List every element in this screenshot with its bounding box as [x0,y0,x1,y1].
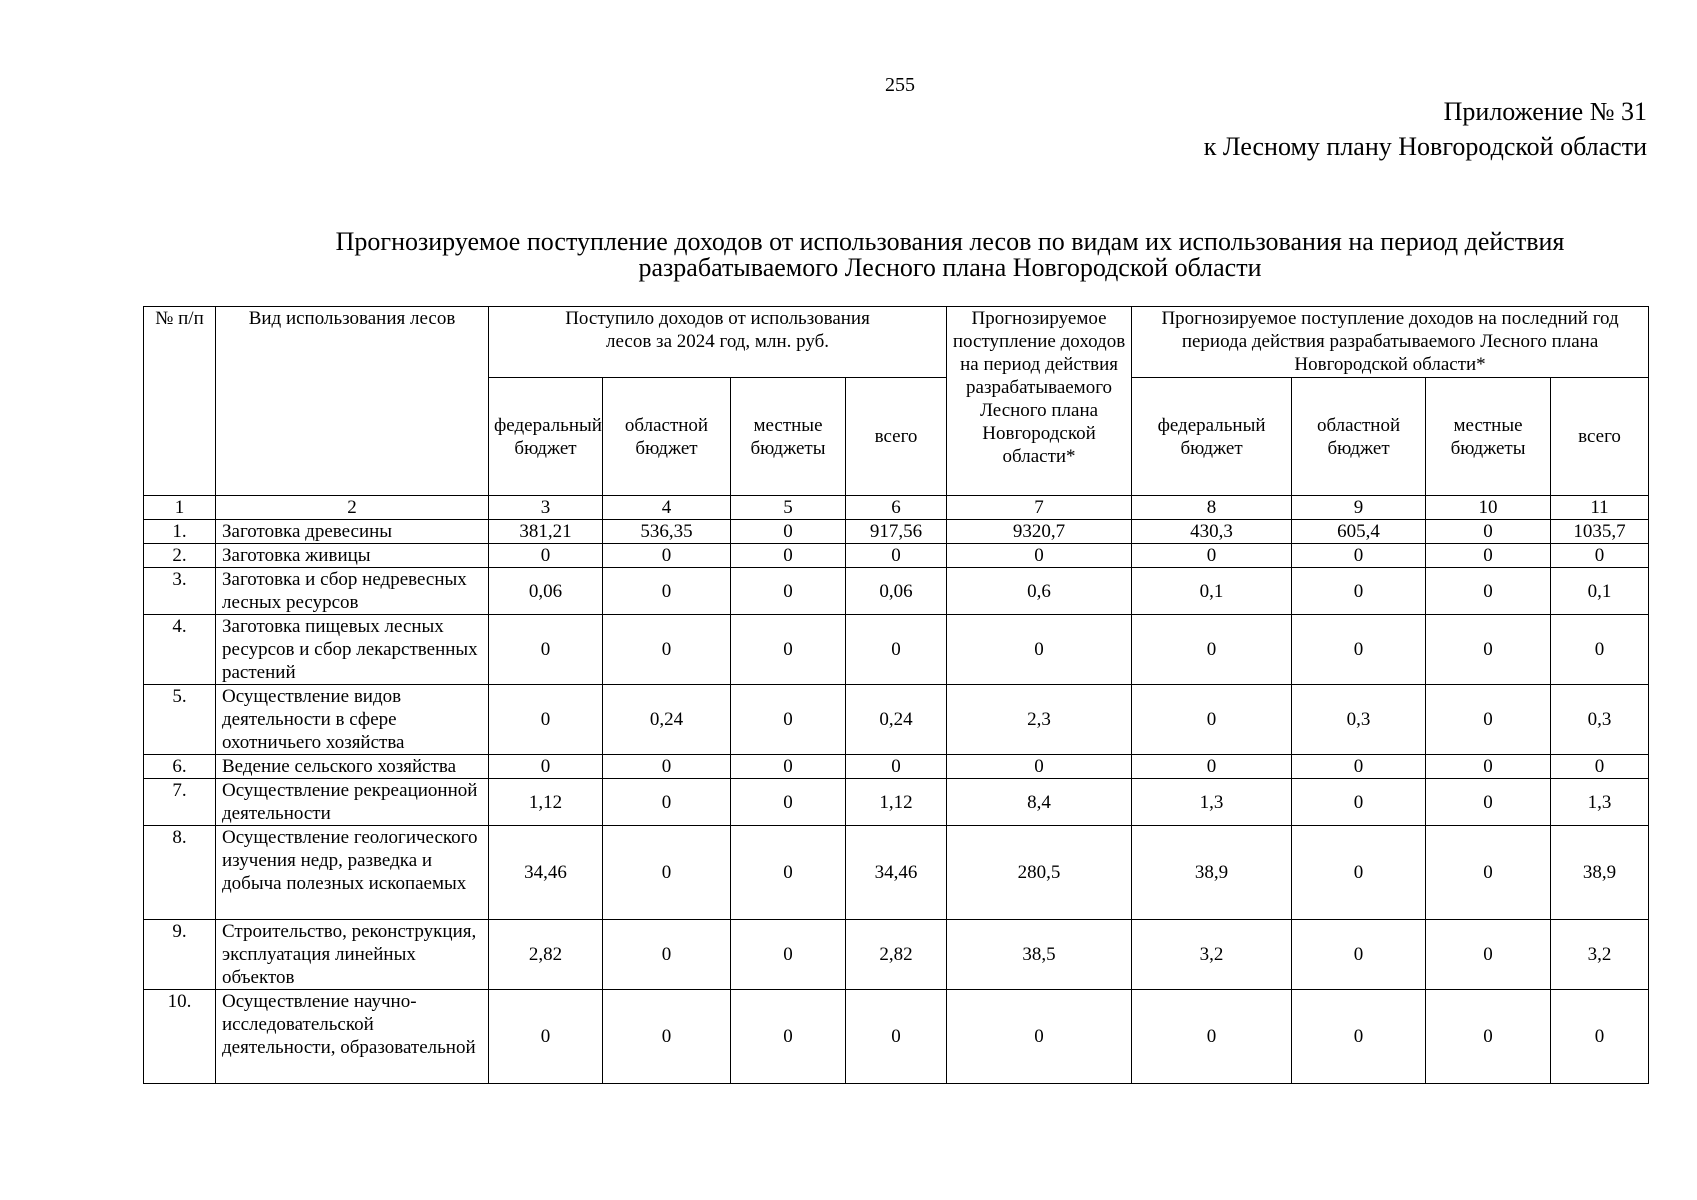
row-kind: Строительство, реконструкция, эксплуатация линейных объектов [216,920,489,990]
row-value: 0,1 [1551,568,1649,615]
header-forecast-period: Прогнозируемое поступление доходов на период действия разрабатываемого Лесного плана Новгородской области* [947,307,1132,496]
row-value: 0,24 [846,685,947,755]
row-value: 536,35 [603,520,731,544]
table-row [144,685,1649,755]
table-body [144,520,1649,1084]
row-value: 1035,7 [1551,520,1649,544]
row-value: 0 [1551,544,1649,568]
header-regional-last: областной бюджет [1292,378,1426,496]
row-value: 2,82 [489,920,603,990]
row-kind: Осуществление научно-исследовательской деятельности, образовательной [216,990,489,1084]
header-total-last: всего [1551,378,1649,496]
row-value: 0 [1292,990,1426,1084]
title-line-1: Прогнозируемое поступление доходов от использования лесов по видам их использования на период действия [335,227,1565,256]
row-value: 34,46 [846,826,947,920]
row-kind: Заготовка живицы [216,544,489,568]
row-value: 1,12 [846,779,947,826]
col-number: 3 [489,496,603,520]
table-row [144,568,1649,615]
document-title [190,229,1697,281]
row-value: 0 [731,615,846,685]
row-value: 0,24 [603,685,731,755]
row-value: 0 [1426,826,1551,920]
row-value: 0 [731,520,846,544]
row-value: 0 [489,990,603,1084]
row-value: 0 [731,544,846,568]
row-value: 0,06 [846,568,947,615]
row-value: 0 [846,990,947,1084]
row-number: 6. [144,755,216,779]
row-value: 0 [731,685,846,755]
col-number: 2 [216,496,489,520]
title-line-2: разрабатываемого Лесного плана Новгородской области [638,253,1262,282]
row-number: 3. [144,568,216,615]
row-value: 0 [1132,685,1292,755]
row-value: 0,06 [489,568,603,615]
row-value: 0 [731,568,846,615]
appendix-caption [1204,94,1647,164]
row-number: 5. [144,685,216,755]
row-value: 0 [489,544,603,568]
row-value: 381,21 [489,520,603,544]
row-value: 0 [947,544,1132,568]
row-value: 9320,7 [947,520,1132,544]
appendix-line-1: Приложение № 31 [1443,97,1647,126]
col-number: 9 [1292,496,1426,520]
row-value: 0 [846,544,947,568]
row-value: 0 [489,755,603,779]
row-value: 0 [489,685,603,755]
row-kind: Ведение сельского хозяйства [216,755,489,779]
row-value: 0 [1292,755,1426,779]
row-number: 2. [144,544,216,568]
row-value: 0 [846,615,947,685]
table-row [144,615,1649,685]
header-total-2024: всего [846,378,947,496]
row-value: 0,6 [947,568,1132,615]
table-row [144,755,1649,779]
row-value: 0 [603,990,731,1084]
col-number: 8 [1132,496,1292,520]
row-number: 4. [144,615,216,685]
table-row [144,920,1649,990]
row-value: 0,3 [1551,685,1649,755]
col-number: 10 [1426,496,1551,520]
row-value: 0 [1132,544,1292,568]
row-value: 0 [1551,990,1649,1084]
col-number: 4 [603,496,731,520]
col-number: 11 [1551,496,1649,520]
row-value: 3,2 [1551,920,1649,990]
table-row [144,779,1649,826]
row-value: 0 [603,544,731,568]
row-value: 8,4 [947,779,1132,826]
row-value: 0 [1426,568,1551,615]
row-value: 430,3 [1132,520,1292,544]
row-value: 3,2 [1132,920,1292,990]
row-number: 8. [144,826,216,920]
header-num: № п/п [144,307,216,496]
row-value: 0 [1426,920,1551,990]
header-local-last: местные бюджеты [1426,378,1551,496]
row-value: 34,46 [489,826,603,920]
row-value: 0 [603,755,731,779]
row-value: 0 [1426,520,1551,544]
row-value: 0 [1132,615,1292,685]
col-number: 5 [731,496,846,520]
col-number: 7 [947,496,1132,520]
table-row [144,520,1649,544]
row-value: 38,9 [1132,826,1292,920]
row-kind: Заготовка пищевых лесных ресурсов и сбор лекарственных растений [216,615,489,685]
row-value: 0 [1426,779,1551,826]
row-value: 2,3 [947,685,1132,755]
row-value: 0 [1426,755,1551,779]
row-value: 0,3 [1292,685,1426,755]
row-value: 0 [1426,615,1551,685]
row-kind: Осуществление видов деятельности в сфере охотничьего хозяйства [216,685,489,755]
header-federal-last: федеральный бюджет [1132,378,1292,496]
row-value: 0 [1426,544,1551,568]
row-value: 0 [1292,779,1426,826]
table-header [144,307,1649,520]
row-value: 0 [731,755,846,779]
row-number: 9. [144,920,216,990]
row-value: 0 [489,615,603,685]
row-value: 0 [846,755,947,779]
row-value: 917,56 [846,520,947,544]
row-kind: Осуществление геологического изучения недр, разведка и добыча полезных ископаемых [216,826,489,920]
row-value: 1,3 [1132,779,1292,826]
row-value: 0 [1292,920,1426,990]
table-row [144,826,1649,920]
appendix-line-2: к Лесному плану Новгородской области [1203,132,1647,161]
table-row [144,990,1649,1084]
row-number: 10. [144,990,216,1084]
page-number: 255 [885,74,915,96]
row-value: 0 [603,826,731,920]
row-kind: Осуществление рекреационной деятельности [216,779,489,826]
row-value: 0 [731,920,846,990]
row-value: 0 [1426,685,1551,755]
row-value: 0 [1132,990,1292,1084]
row-value: 1,3 [1551,779,1649,826]
row-value: 0 [1292,544,1426,568]
row-value: 0 [603,568,731,615]
row-value: 0 [1292,826,1426,920]
row-kind: Заготовка и сбор недревесных лесных ресурсов [216,568,489,615]
row-value: 0 [731,826,846,920]
row-value: 2,82 [846,920,947,990]
col-number: 1 [144,496,216,520]
header-regional-2024: областной бюджет [603,378,731,496]
header-received: Поступило доходов от использования лесов за 2024 год, млн. руб. [489,307,947,378]
revenue-table [143,306,1649,1084]
row-value: 0 [1132,755,1292,779]
row-value: 0 [603,779,731,826]
row-value: 38,9 [1551,826,1649,920]
table-row [144,544,1649,568]
row-value: 0 [603,615,731,685]
row-value: 0 [947,990,1132,1084]
row-value: 0 [947,615,1132,685]
header-local-2024: местные бюджеты [731,378,846,496]
header-forecast-last: Прогнозируемое поступление доходов на последний год периода действия разрабатываемого Лесного плана Новгородской области* [1132,307,1649,378]
row-kind: Заготовка древесины [216,520,489,544]
row-value: 0 [731,779,846,826]
row-value: 0 [1551,755,1649,779]
row-value: 605,4 [1292,520,1426,544]
row-value: 1,12 [489,779,603,826]
row-value: 0 [603,920,731,990]
row-value: 0 [1292,568,1426,615]
row-value: 0 [1292,615,1426,685]
row-value: 0 [1551,615,1649,685]
row-value: 38,5 [947,920,1132,990]
row-number: 1. [144,520,216,544]
row-value: 280,5 [947,826,1132,920]
row-value: 0,1 [1132,568,1292,615]
row-value: 0 [1426,990,1551,1084]
row-value: 0 [731,990,846,1084]
header-federal-2024: федеральный бюджет [489,378,603,496]
header-kind: Вид использования лесов [216,307,489,496]
row-number: 7. [144,779,216,826]
col-number: 6 [846,496,947,520]
row-value: 0 [947,755,1132,779]
